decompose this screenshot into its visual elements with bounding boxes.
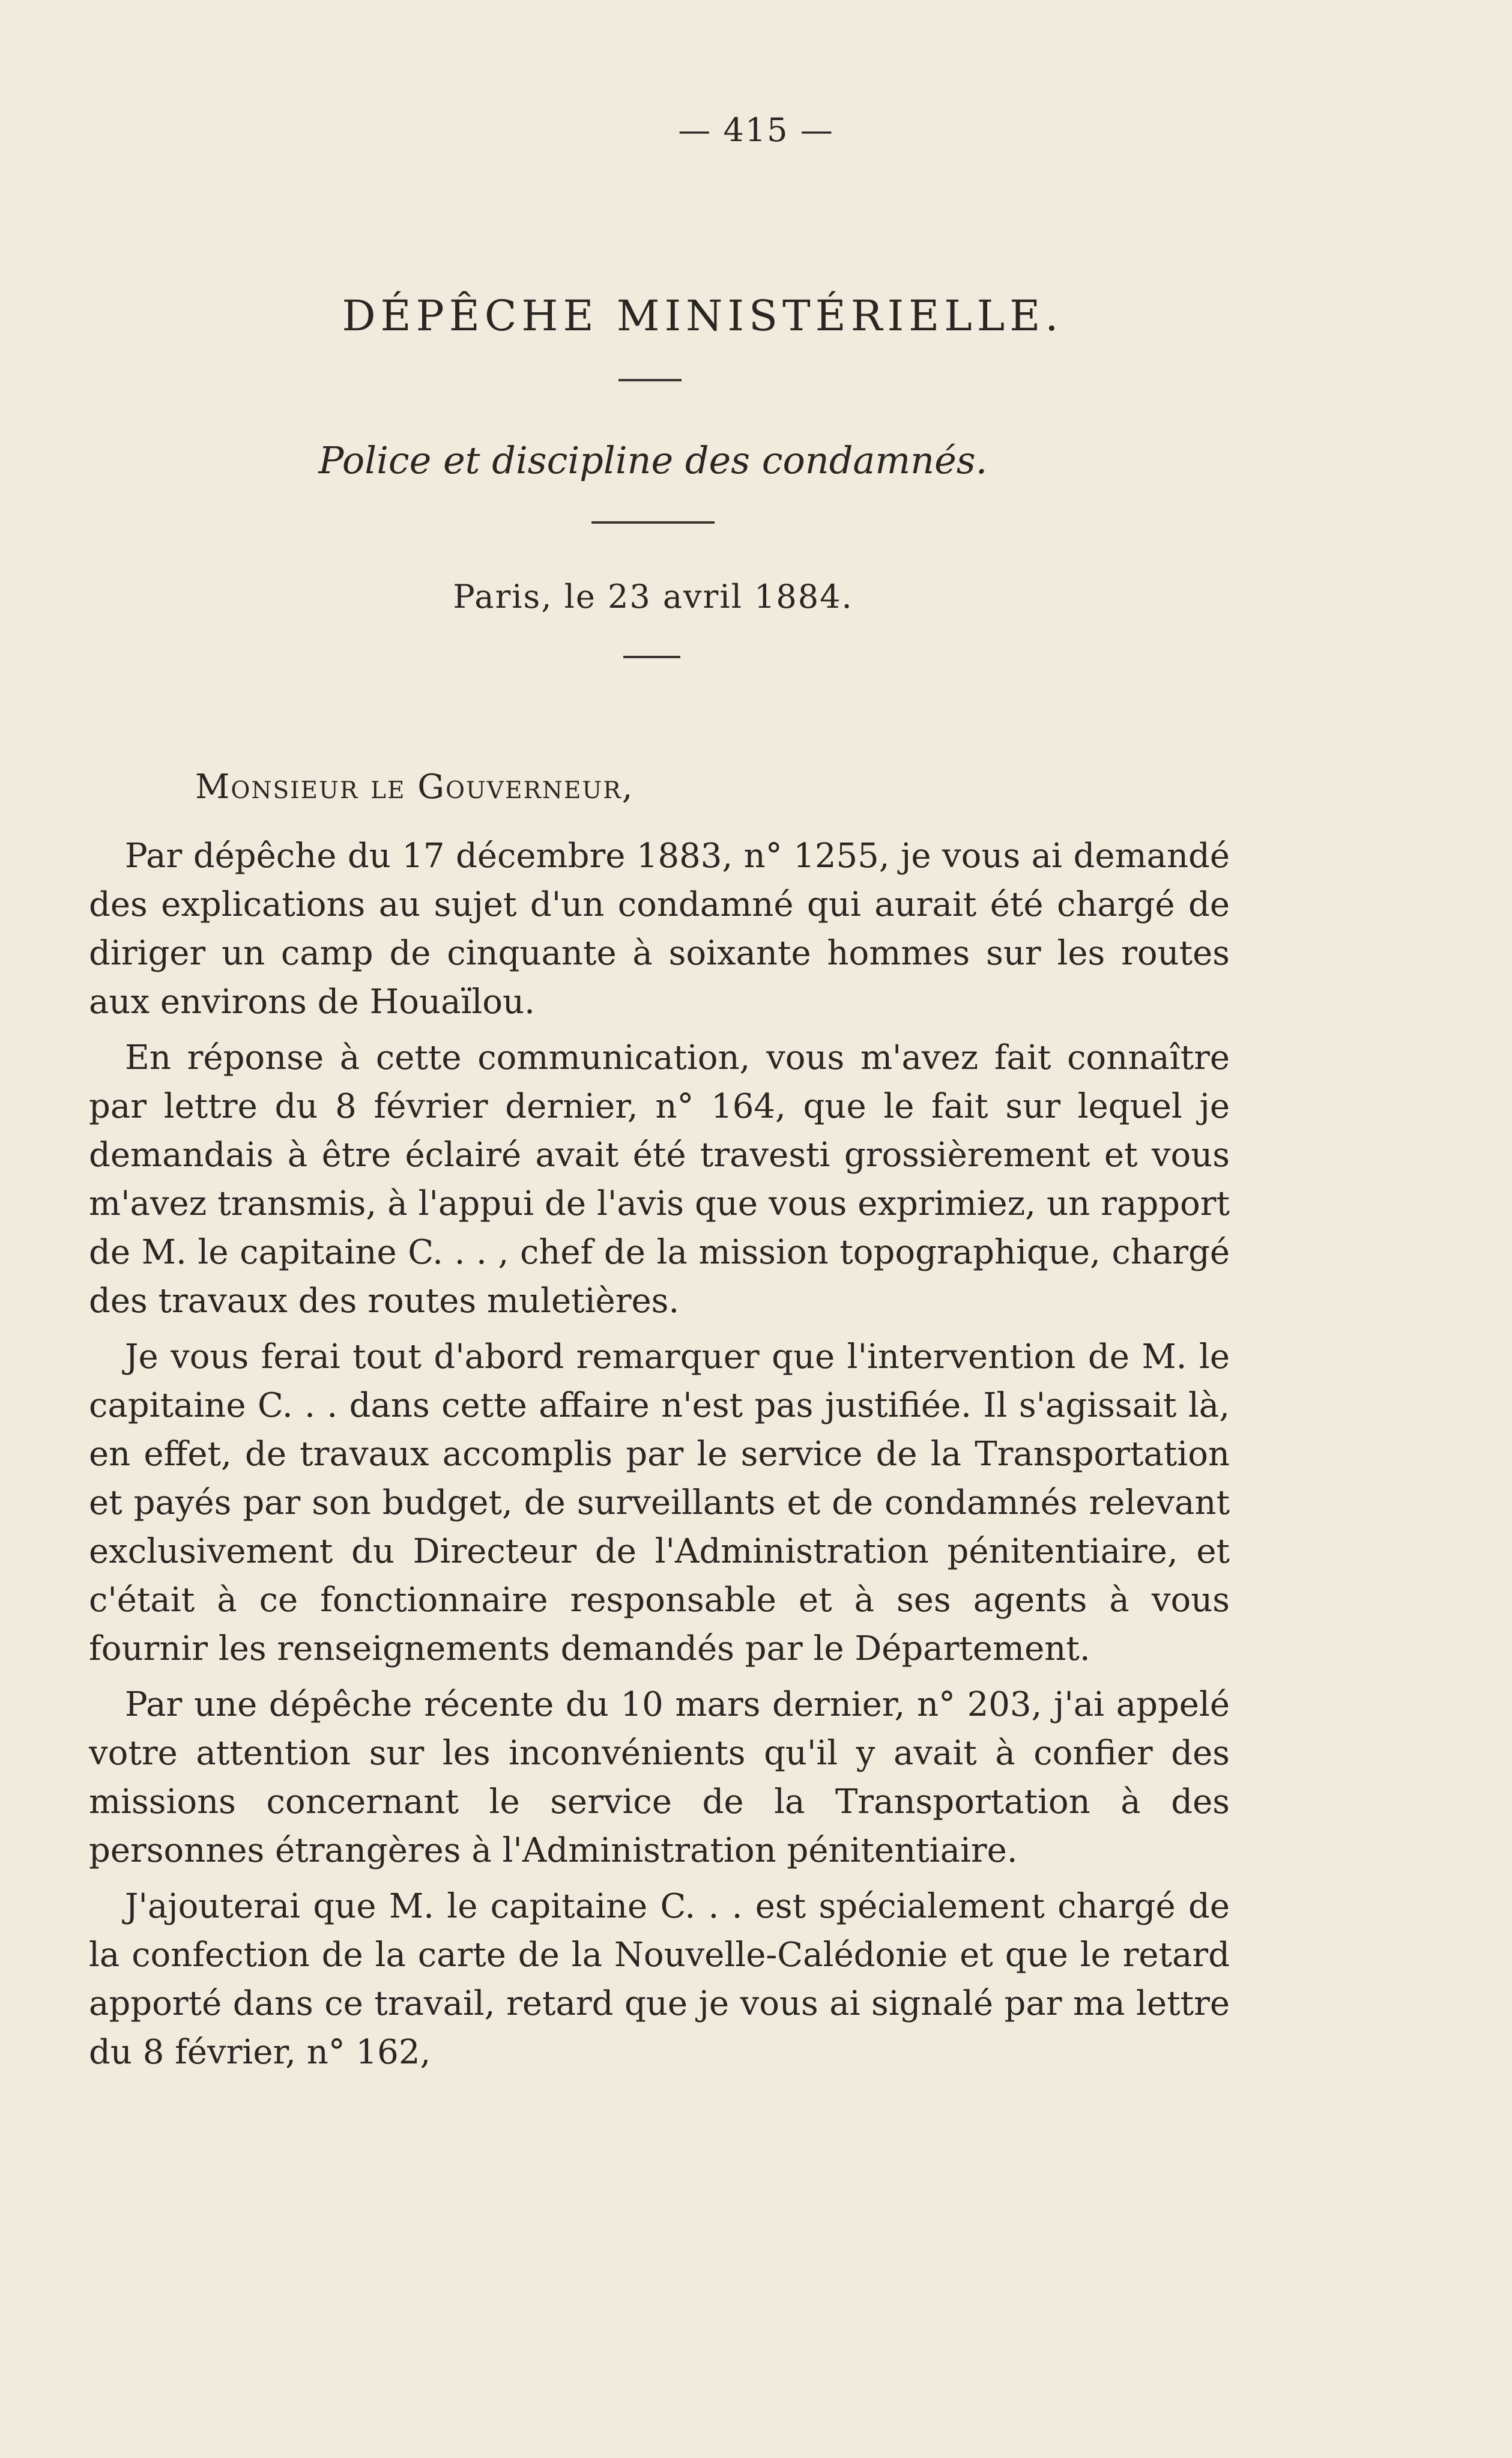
paragraph: Par dépêche du 17 décembre 1883, n° 1255, je vous ai demandé des explications au sujet d'un condamné qui aurait été chargé de diriger un camp de cinquante à soixante hommes sur les routes aux environs de Houaïlou. — [89, 837, 1230, 1022]
salutation: Monsieur le Gouverneur, — [195, 767, 634, 807]
paragraph: En réponse à cette communication, vous m'avez fait connaître par lettre du 8 février dernier, n° 164, que le fait sur lequel je demandais à être éclairé avait été travesti grossièrement et vous m'avez transmis, à l'appui de l'avis que vous exprimiez, un rapport de M. le capitaine C. . . , chef de la mission topographique, chargé des travaux des routes muletières. — [89, 1038, 1230, 1321]
page-number: — 415 — — [678, 111, 834, 149]
paragraph: J'ajouterai que M. le capitaine C. . . est spécialement chargé de la confection de la carte de la Nouvelle-Calédonie et que le retard apporté dans ce travail, retard que je vous ai signalé par ma lettre du 8 février, n° 162, — [89, 1887, 1230, 2072]
document-subtitle: Police et discipline des condamnés. — [318, 438, 988, 482]
letter-body — [89, 832, 1230, 2084]
document-title: DÉPÊCHE MINISTÉRIELLE. — [342, 291, 1063, 341]
dateline-divider — [623, 656, 680, 658]
paragraph: Je vous ferai tout d'abord remarquer que l'intervention de M. le capitaine C. . . dans cette affaire n'est pas justifiée. Il s'agissait là, en effet, de travaux accomplis par le service de la Transportation et payés par son budget, de surveillants et de condamnés relevant exclusivement du Directeur de l'Administration pénitentiaire, et c'était à ce fonctionnaire responsable et à ses agents à vous fournir les renseignements demandés par le Département. — [89, 1337, 1230, 1668]
paragraph: Par une dépêche récente du 10 mars dernier, n° 203, j'ai appelé votre attention sur les inconvénients qu'il y avait à confier des missions concernant le service de la Transportation à des personnes étrangères à l'Administration pénitentiaire. — [89, 1685, 1230, 1870]
title-divider — [618, 379, 682, 381]
subtitle-divider — [591, 521, 715, 524]
dateline: Paris, le 23 avril 1884. — [453, 578, 853, 616]
